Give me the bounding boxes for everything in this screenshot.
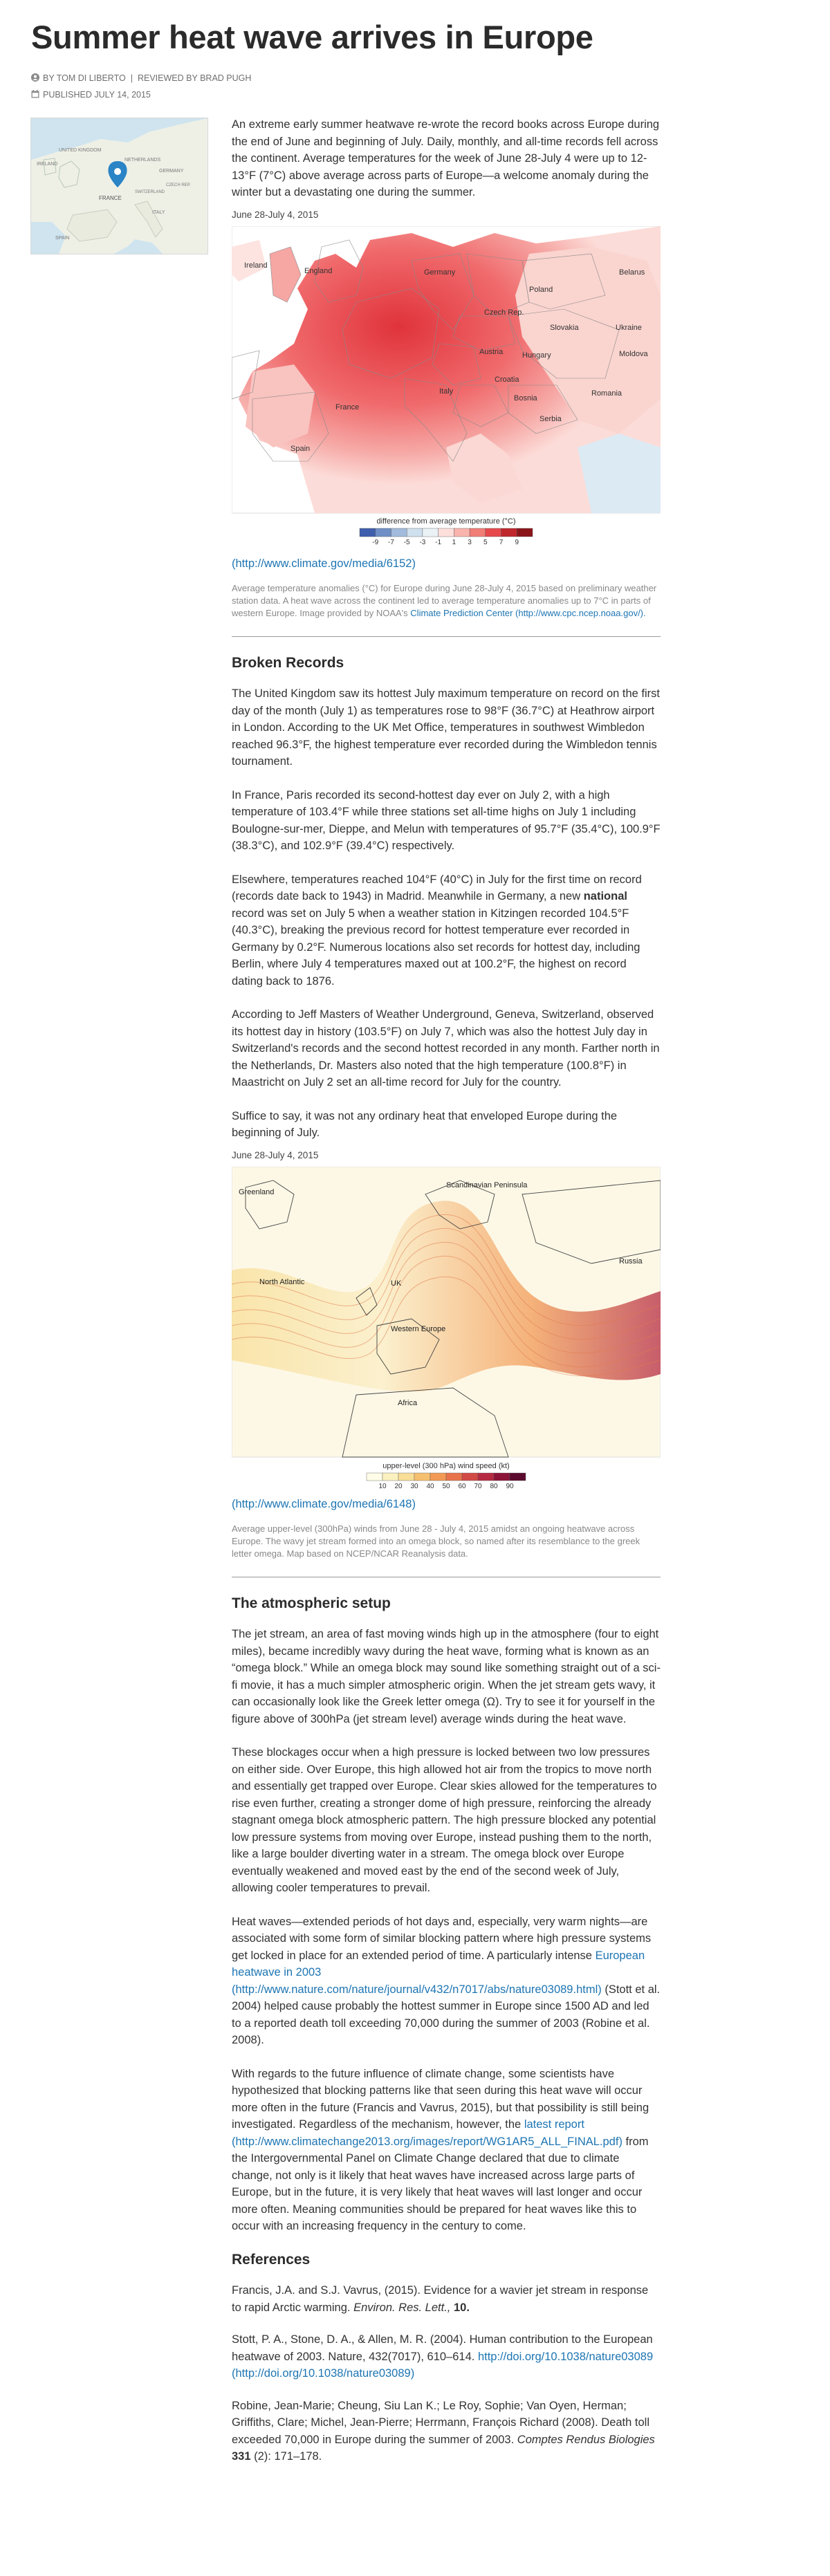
published-prefix: PUBLISHED bbox=[43, 90, 92, 100]
legend-swatch bbox=[478, 1473, 494, 1481]
map1-label-spain: Spain bbox=[290, 445, 311, 453]
author-line: BY TOM DI LIBERTO | REVIEWED BY BRAD PUGH bbox=[31, 70, 251, 86]
map2-label-western-europe: Western Europe bbox=[391, 1325, 446, 1333]
legend-tick: 30 bbox=[410, 1483, 418, 1490]
user-icon bbox=[31, 73, 39, 82]
doi-link[interactable]: http://doi.org/10.1038/nature03089 (http://doi.org/10.1038/nature03089) bbox=[232, 2350, 654, 2380]
records-paragraph-4: According to Jeff Masters of Weather Underground, Geneva, Switzerland, observed its hottest day in history (103.5°F) on July 7, which was also the hottest July day in Switzerland's records and the second hottest recorded in any month. Farther north in the Netherlands, Dr. Masters also noted that the high temperature (100.8°F) in Maastricht on July 2 set an all-time record for July for the country. bbox=[232, 1008, 660, 1088]
atmos-paragraph-1: The jet stream, an area of fast moving winds high up in the atmosphere (four to eight miles), became incredibly wavy during the heat wave, forming what is known as an “omega block.” While an omega block may sound like something straight out of a sci-fi movie, it has a much simpler atmospheric origin. When the jet stream gets wavy, it can occasionally look like the Greek letter omega (Ω). Try to see it for yourself in the figure above of 300hPa (jet stream level) average winds during the heat wave. bbox=[232, 1628, 661, 1725]
map1-label-serbia: Serbia bbox=[540, 415, 562, 423]
map1-label-germany: Germany bbox=[424, 268, 456, 277]
map1-label-england: England bbox=[304, 267, 333, 275]
legend-tick: 40 bbox=[426, 1483, 434, 1490]
legend-swatch bbox=[446, 1473, 462, 1481]
legend-swatch bbox=[382, 1473, 398, 1481]
legend-tick: -5 bbox=[403, 539, 410, 546]
jet-stream-wind-map[interactable] bbox=[232, 1167, 661, 1492]
map-label-spain: SPAIN bbox=[55, 236, 70, 241]
legend-swatch bbox=[367, 1473, 382, 1481]
divider bbox=[232, 636, 661, 637]
map2-label-uk: UK bbox=[391, 1279, 402, 1288]
byline bbox=[31, 70, 251, 103]
map1-label-croatia: Croatia bbox=[495, 376, 519, 384]
legend-swatch bbox=[398, 1473, 414, 1481]
legend-tick: 60 bbox=[458, 1483, 466, 1490]
legend-swatch bbox=[517, 528, 533, 537]
legend-swatch bbox=[360, 528, 376, 537]
records-paragraph-3: Elsewhere, temperatures reached 104°F (40°C) in July for the first time on record (records date back to 1943) in Madrid. Meanwhile in Germany, a new national record was set on July 5 when a weather station in Kitzingen recorded 104.5°F (40.3°C), breaking the previous record for hottest temperature ever recorded in Germany by 0.2°F. Numerous locations also set records for hottest day, including Berlin, where July 4 temperatures maxed out at 100.2°F, the highest on record dating back to 1876. bbox=[232, 873, 642, 988]
ipcc-report-link[interactable]: latest report (http://www.climatechange2013.org/images/report/WG1AR5_ALL_FINAL.pdf) bbox=[232, 2118, 622, 2148]
map1-label-belarus: Belarus bbox=[619, 268, 645, 277]
legend-swatch bbox=[376, 528, 391, 537]
map1-label-romania: Romania bbox=[591, 389, 622, 398]
map-label-switzerland: SWITZERLAND bbox=[135, 190, 165, 194]
figure2-date: June 28-July 4, 2015 bbox=[232, 1149, 319, 1160]
references-heading: References bbox=[232, 2251, 311, 2268]
legend-swatch bbox=[407, 528, 423, 537]
location-map-thumbnail[interactable] bbox=[30, 118, 208, 254]
map1-label-hungary: Hungary bbox=[522, 351, 551, 360]
intro-paragraph: An extreme early summer heatwave re-wrote the record books across Europe during the end of June and beginning of July. Daily, monthly, and all-time records fell across the continent. Average temperatures for the week of June 28-July 4 were up to 12-13°F (7°C) above average across parts of Europe—a welcome anomaly during the winter but a devastating one during the summer. bbox=[232, 118, 660, 198]
article-body bbox=[232, 116, 661, 2481]
broken-records-heading: Broken Records bbox=[232, 654, 344, 671]
map1-label-ukraine: Ukraine bbox=[616, 324, 642, 332]
legend-tick: 20 bbox=[394, 1483, 403, 1490]
legend-tick: 7 bbox=[499, 539, 504, 546]
map1-label-italy: Italy bbox=[439, 387, 454, 396]
legend-tick: 5 bbox=[483, 539, 488, 546]
figure1-date: June 28-July 4, 2015 bbox=[232, 209, 319, 220]
legend-tick: 80 bbox=[490, 1483, 498, 1490]
legend-swatch bbox=[501, 528, 517, 537]
reviewer-link[interactable]: BRAD PUGH bbox=[200, 73, 252, 83]
legend-swatch bbox=[494, 1473, 510, 1481]
map1-label-poland: Poland bbox=[529, 286, 553, 294]
records-paragraph-1: The United Kingdom saw its hottest July maximum temperature on record on the first day of the month (July 1) as temperatures rose to 98°F (36.7°C) at Heathrow airport in London. According to the UK Met Office, temperatures in southwest Wimbledon reached 96.3°F, the highest temperature ever recorded during the Wimbledon tennis tournament. bbox=[232, 687, 661, 768]
legend-swatch bbox=[391, 528, 407, 537]
map-label-ireland: IRELAND bbox=[37, 162, 58, 167]
legend-tick: -9 bbox=[372, 539, 379, 546]
map1-label-france: France bbox=[335, 403, 360, 411]
legend-tick: 90 bbox=[506, 1483, 514, 1490]
records-paragraph-2: In France, Paris recorded its second-hottest day ever on July 2, with a high temperature of 103.4°F while three stations set all-time highs on July 1 including Boulogne-sur-mer, Dieppe, and Melun with temperatures of 95.7°F (35.4°C), 100.9°F (38.3°C), and 102.9°F (39.4°C) respectively. bbox=[232, 788, 661, 852]
map-label-czech: CZECH REP. bbox=[166, 183, 191, 187]
reference-1: Francis, J.A. and S.J. Vavrus, (2015). Evidence for a wavier jet stream in response to rapid Arctic warming. Environ. Res. Lett., 10. bbox=[232, 2284, 649, 2314]
legend-tick: -1 bbox=[435, 539, 442, 546]
atmos-paragraph-3: Heat waves—extended periods of hot days and, especially, very warm nights—are associated with some form of similar blocking pattern where high pressure systems get locked in place for an extended period of time. A particularly intense European heatwave in 2003 (http://www.nature.com/nature/journal/v432/n7017/abs/nature03089.html) (Stott et al. 2004) helped cause probably the hottest summer in Europe since 1500 AD and led to a reported death toll exceeding 70,000 during the summer of 2003 (Robine et al. 2008). bbox=[232, 1915, 661, 2046]
map1-legend-title: difference from average temperature (°C) bbox=[376, 517, 516, 526]
legend-swatch bbox=[430, 1473, 446, 1481]
atmos-paragraph-2: These blockages occur when a high pressure is locked between two low pressures on either side. Over Europe, this high allowed hot air from the tropics to move north and essentially get trapped over Europe. Clear skies allowed for the temperatures to rise even further, creating a stronger dome of high pressure, reinforcing the already stagnant omega block atmospheric pattern. The high pressure blocked any potential low pressure systems from moving over Europe, instead pushing them to the north, like a large boulder diverting water in a stream. The omega block over Europe eventually weakened and moved east by the end of the second week of July, allowing cooler temperatures to prevail. bbox=[232, 1746, 657, 1894]
map-label-netherlands: NETHERLANDS bbox=[124, 158, 161, 163]
legend-swatch bbox=[439, 528, 454, 537]
legend-tick: 3 bbox=[468, 539, 472, 546]
map1-label-bosnia: Bosnia bbox=[514, 394, 537, 402]
map1-label-czech: Czech Rep. bbox=[484, 308, 524, 317]
author-prefix: BY bbox=[43, 73, 55, 83]
legend-swatch bbox=[414, 1473, 430, 1481]
records-paragraph-5: Suffice to say, it was not any ordinary heat that enveloped Europe during the beginning of July. bbox=[232, 1109, 618, 1139]
author-link[interactable]: TOM DI LIBERTO bbox=[56, 73, 126, 83]
legend-swatch bbox=[486, 528, 501, 537]
map2-legend bbox=[367, 1473, 526, 1490]
map1-label-austria: Austria bbox=[479, 348, 504, 356]
legend-swatch bbox=[462, 1473, 478, 1481]
published-line bbox=[31, 86, 251, 103]
map1-label-slovakia: Slovakia bbox=[550, 324, 579, 332]
legend-tick: -7 bbox=[388, 539, 394, 546]
temperature-anomaly-map[interactable] bbox=[232, 226, 661, 551]
figure2-link[interactable]: (http://www.climate.gov/media/6148) bbox=[232, 1498, 416, 1510]
legend-tick: 50 bbox=[442, 1483, 450, 1490]
figure2-caption: Average upper-level (300hPa) winds from June 28 - July 4, 2015 amidst an ongoing heatwave across Europe. The wavy jet stream formed into an omega block, so named after its resemblance to the greek letter omega. Map based on NCEP/NCAR Reanalysis data. bbox=[232, 1523, 640, 1559]
map1-legend bbox=[360, 528, 533, 546]
published-date: JULY 14, 2015 bbox=[94, 90, 151, 100]
atmos-paragraph-4: With regards to the future influence of climate change, some scientists have hypothesized that blocking patterns like that seen during this heat wave will occur more often in the future (Francis and Vavrus, 2015), but that possibility is still being investigated. Regardless of the mechanism, however, the latest report (http://www.climatechange2013.org/images/report/WG1AR5_ALL_FINAL.pdf) from the Intergovernmental Panel on Climate Change declared that due to climate change, not only is it likely that heat waves have increased across large parts of Europe, but in the future, it is very likely that heat waves will last longer and occur more often. Meaning communities should be prepared for heat waves like this to occur with an increasing frequency in the century to come. bbox=[232, 2067, 649, 2232]
atmospheric-heading: The atmospheric setup bbox=[232, 1595, 391, 1611]
reference-3: Robine, Jean-Marie; Cheung, Siu Lan K.; Le Roy, Sophie; Van Oyen, Herman; Griffiths, Clare; Michel, Jean-Pierre; Herrmann, François Richard (2008). Death toll exceeded 70,000 in Europe during the summer of 2003. Comptes Rendus Biologies 331 (2): 171–178. bbox=[232, 2399, 655, 2463]
map-label-germany: GERMANY bbox=[159, 169, 184, 174]
map1-label-ireland: Ireland bbox=[244, 261, 268, 270]
legend-tick: 1 bbox=[452, 539, 456, 546]
legend-tick: 70 bbox=[474, 1483, 482, 1490]
calendar-icon bbox=[31, 90, 39, 98]
legend-swatch bbox=[454, 528, 470, 537]
reviewer-prefix: REVIEWED BY bbox=[137, 73, 198, 83]
map-label-uk: UNITED KINGDOM bbox=[59, 148, 102, 153]
map2-label-greenland: Greenland bbox=[239, 1188, 275, 1196]
map2-label-africa: Africa bbox=[398, 1399, 418, 1407]
map-label-france: FRANCE bbox=[99, 195, 122, 201]
map2-label-north-atlantic: North Atlantic bbox=[259, 1278, 305, 1286]
location-map bbox=[31, 118, 208, 254]
references-section bbox=[232, 2252, 661, 2465]
legend-tick: -3 bbox=[419, 539, 426, 546]
heatwave-2003-link[interactable]: European heatwave in 2003 (http://www.nature.com/nature/journal/v432/n7017/abs/nature03089.html) bbox=[232, 1949, 645, 1996]
map2-label-russia: Russia bbox=[619, 1257, 643, 1266]
figure1-link[interactable]: (http://www.climate.gov/media/6152) bbox=[232, 557, 416, 570]
map1-label-moldova: Moldova bbox=[619, 350, 648, 358]
figure1-caption: Average temperature anomalies (°C) for Europe during June 28-July 4, 2015 based on preliminary weather station data. A heat wave across the continent led to average temperature anomalies up to 7°C in parts of western Europe. Image provided by NOAA's Climate Prediction Center (http://www.cpc.ncep.noaa.gov/). bbox=[232, 582, 657, 618]
article-title: Summer heat wave arrives in Europe bbox=[31, 19, 593, 55]
map2-label-scandinavia: Scandinavian Peninsula bbox=[446, 1181, 528, 1189]
map-label-italy: ITALY bbox=[152, 210, 165, 215]
legend-tick: 10 bbox=[378, 1483, 387, 1490]
cpc-link[interactable]: Climate Prediction Center (http://www.cpc.ncep.noaa.gov/). bbox=[410, 607, 646, 618]
legend-swatch bbox=[510, 1473, 526, 1481]
map2-legend-title: upper-level (300 hPa) wind speed (kt) bbox=[382, 1462, 510, 1470]
legend-tick: 9 bbox=[515, 539, 519, 546]
reference-2: Stott, P. A., Stone, D. A., & Allen, M. R. (2004). Human contribution to the European heatwave of 2003. Nature, 432(7017), 610–614. http://doi.org/10.1038/nature03089 (http://doi.org/10.1038/nature03089) bbox=[232, 2333, 654, 2380]
legend-swatch bbox=[423, 528, 439, 537]
legend-swatch bbox=[470, 528, 486, 537]
